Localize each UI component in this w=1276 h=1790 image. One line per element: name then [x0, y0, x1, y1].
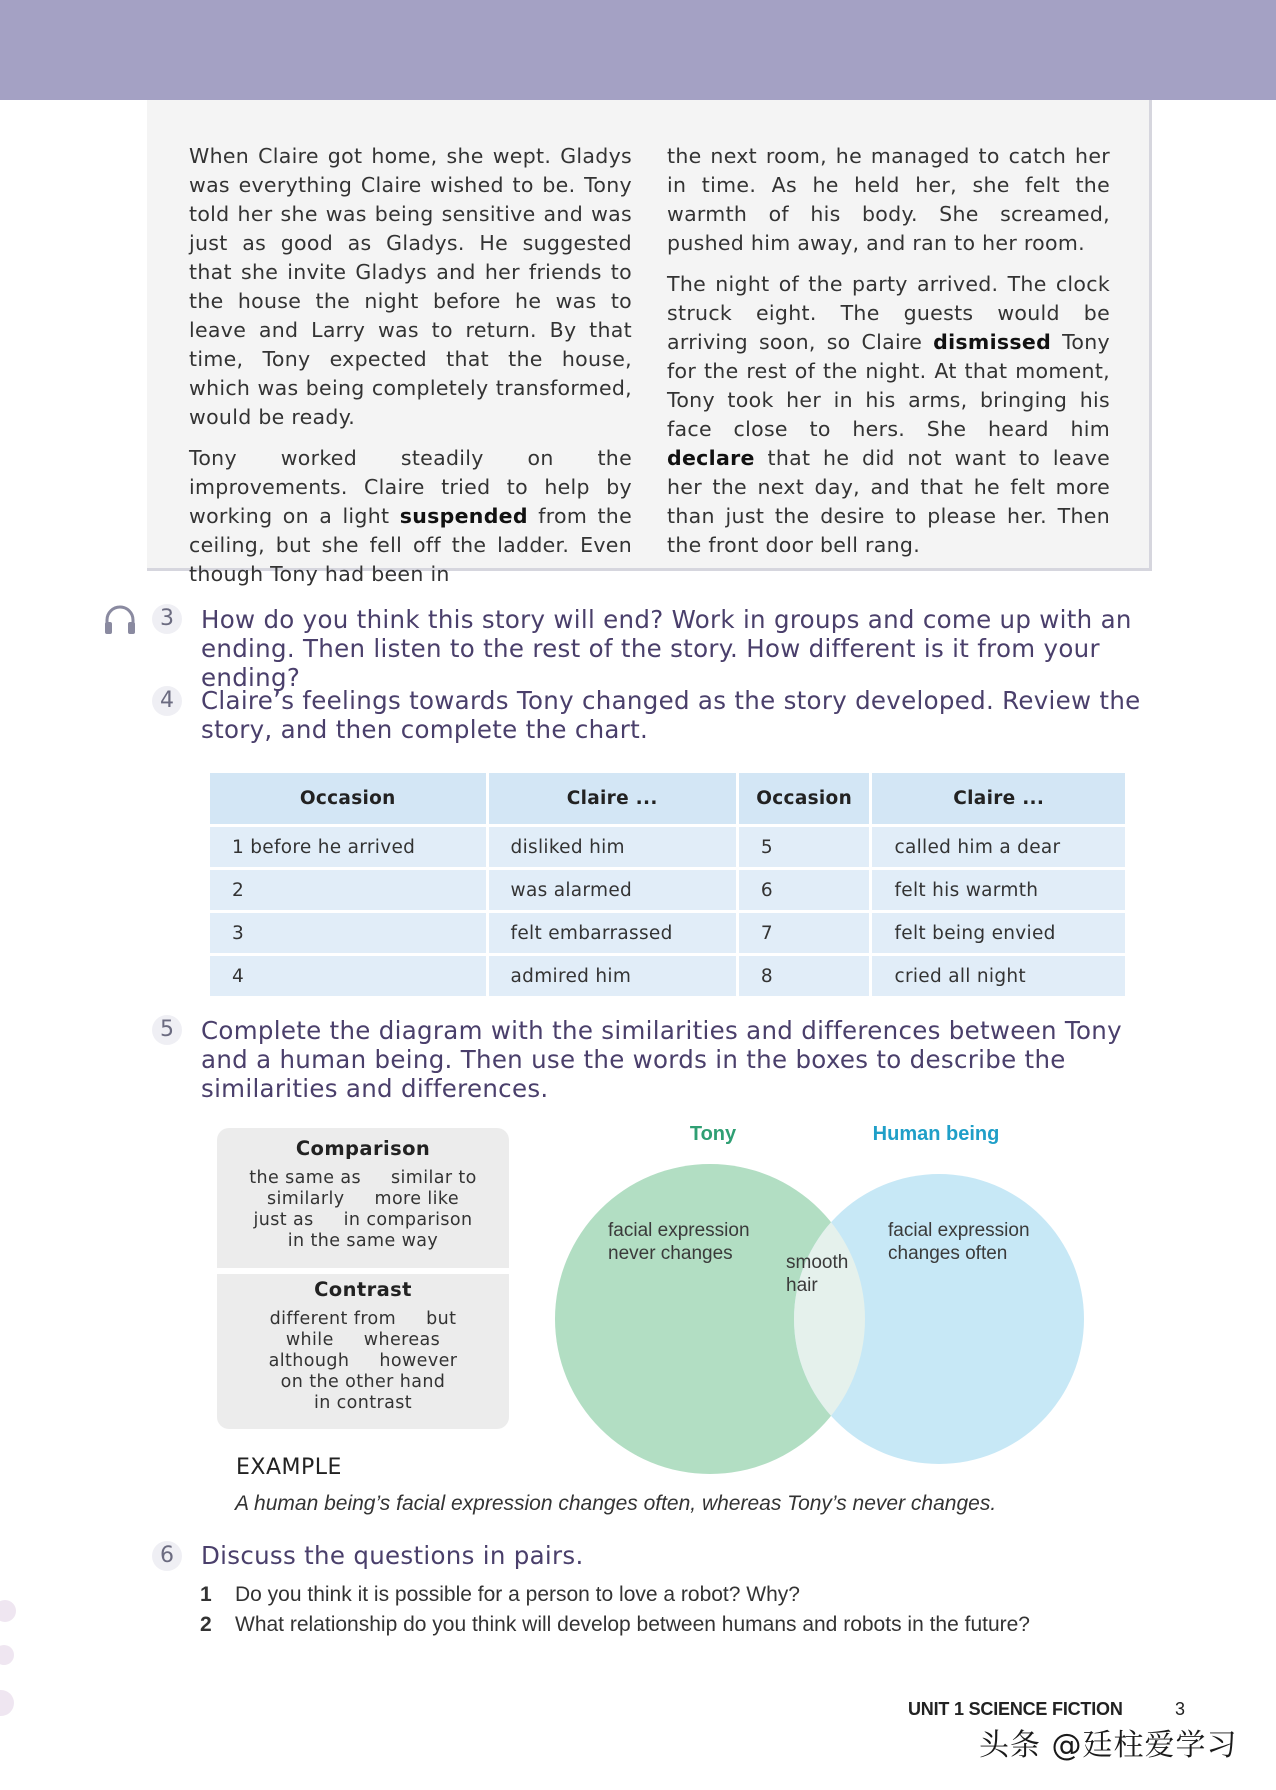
table-cell: 2: [210, 870, 486, 910]
question-number: 4: [152, 686, 182, 716]
table-header-row: [210, 773, 1125, 824]
column-header: Claire ...: [872, 773, 1125, 824]
vocab-word: declare: [667, 446, 755, 470]
phrase: however: [379, 1351, 458, 1371]
table-cell: cried all night: [872, 956, 1125, 996]
question-5-text: Complete the diagram with the similarities and differences between Tony and a human being. Then use the words in the boxes to describe the similarities and differences.: [201, 1016, 1122, 1103]
column-header: Occasion: [210, 773, 486, 824]
vocab-word: suspended: [399, 504, 528, 528]
decoration: [0, 1600, 16, 1622]
phrase: while: [285, 1330, 334, 1350]
example-label: EXAMPLE: [236, 1455, 342, 1480]
table-cell: disliked him: [489, 827, 736, 867]
phrase: in contrast: [313, 1393, 413, 1413]
phrase: the same as: [249, 1168, 361, 1188]
question-4-text: Claire’s feelings towards Tony changed as the story developed. Review the story, and then complete the chart.: [201, 686, 1141, 744]
tony-trait: never changes: [608, 1243, 733, 1264]
story-paragraph: The night of the party arrived. The clock struck eight. The guests would be arriving soon, so Claire dismissed Tony for the rest of the night. At that moment, Tony took her in his arms, bringing his face close to hers. She heard him declare that he did not want to leave her the next day, and that he felt more than just the desire to please her. Then the front door bell rang.: [667, 272, 1110, 557]
table-cell: felt his warmth: [872, 870, 1125, 910]
discussion-question: [200, 1613, 1030, 1637]
item-text: What relationship do you think will develop between humans and robots in the future?: [235, 1613, 1030, 1636]
item-text: Do you think it is possible for a person to love a robot? Why?: [235, 1583, 800, 1606]
discussion-question: [200, 1583, 800, 1607]
table-cell: 6: [739, 870, 870, 910]
phrase: whereas: [363, 1330, 441, 1350]
phrase: similar to: [390, 1168, 477, 1188]
shared-trait: hair: [786, 1275, 818, 1296]
table-cell: 7: [739, 913, 870, 953]
feelings-chart: [207, 770, 1128, 999]
item-number: 2: [200, 1613, 212, 1636]
phrase: just as: [253, 1210, 314, 1230]
human-trait: changes often: [888, 1243, 1008, 1264]
table-row: [210, 827, 1125, 867]
contrast-word-box: [217, 1274, 509, 1429]
table-row: [210, 956, 1125, 996]
table-row: [210, 913, 1125, 953]
item-number: 1: [200, 1583, 212, 1606]
watermark: 头条 @廷柱爱学习: [979, 1728, 1238, 1763]
story-paragraph: When Claire got home, she wept. Gladys was everything Claire wished to be. Tony told her she was being sensitive and was just as good as Gladys. He suggested that she invite Gladys and her friends to the house the night before he was to leave and Larry was to return. By that time, Tony expected that the house, which was being completely transformed, would be ready.: [189, 144, 632, 429]
story-paragraph: Tony worked steadily on the improvements. Claire tried to help by working on a light suspended from the ceiling, but she fell off the ladder. Even though Tony had been in: [189, 446, 632, 586]
question-number: 6: [152, 1541, 182, 1571]
table-cell: called him a dear: [872, 827, 1125, 867]
question-3-text: How do you think this story will end? Work in groups and come up with an ending. Then listen to the rest of the story. How different is it from your ending?: [201, 605, 1132, 692]
story-right-column: [667, 142, 1110, 572]
box-title: Comparison: [295, 1137, 431, 1160]
table-cell: 4: [210, 956, 486, 996]
decoration: [0, 1690, 14, 1716]
human-being-label: Human being: [872, 1123, 1000, 1145]
question-6-text: Discuss the questions in pairs.: [201, 1541, 584, 1570]
header-band: [0, 0, 1276, 100]
human-trait: facial expression: [888, 1220, 1030, 1241]
phrase: in comparison: [343, 1210, 473, 1230]
table-cell: 8: [739, 956, 870, 996]
unit-title: UNIT 1 SCIENCE FICTION: [908, 1699, 1123, 1719]
venn-diagram: [555, 1118, 1095, 1478]
column-header: Occasion: [739, 773, 870, 824]
table-cell: felt being envied: [872, 913, 1125, 953]
column-header: Claire ...: [489, 773, 736, 824]
table-cell: 3: [210, 913, 486, 953]
phrase: in the same way: [287, 1231, 439, 1251]
decoration: [0, 1645, 14, 1665]
phrase: more like: [374, 1189, 459, 1209]
table-cell: 5: [739, 827, 870, 867]
phrase: similarly: [267, 1189, 345, 1209]
comparison-word-box: [217, 1128, 509, 1268]
tony-trait: facial expression: [608, 1220, 750, 1241]
headphones-icon[interactable]: [103, 604, 137, 636]
page-number: 3: [1175, 1699, 1186, 1719]
tony-label: Tony: [689, 1123, 737, 1145]
phrase: on the other hand: [280, 1372, 446, 1392]
box-title: Contrast: [314, 1278, 412, 1301]
table-cell: felt embarrassed: [489, 913, 736, 953]
question-number: 3: [152, 604, 182, 634]
phrase: although: [268, 1351, 350, 1371]
table-cell: admired him: [489, 956, 736, 996]
example-sentence: A human being’s facial expression changes often, whereas Tony’s never changes.: [235, 1492, 997, 1515]
phrase: different from: [269, 1309, 397, 1329]
story-left-column: [189, 142, 632, 601]
shared-trait: smooth: [786, 1252, 849, 1273]
table-cell: was alarmed: [489, 870, 736, 910]
question-number: 5: [152, 1015, 182, 1045]
phrase: but: [426, 1309, 457, 1329]
table-cell: 1 before he arrived: [210, 827, 486, 867]
story-paragraph: the next room, he managed to catch her in time. As he held her, she felt the warmth of his body. She screamed, pushed him away, and ran to her room.: [667, 144, 1110, 255]
table-row: [210, 870, 1125, 910]
vocab-word: dismissed: [933, 330, 1052, 354]
